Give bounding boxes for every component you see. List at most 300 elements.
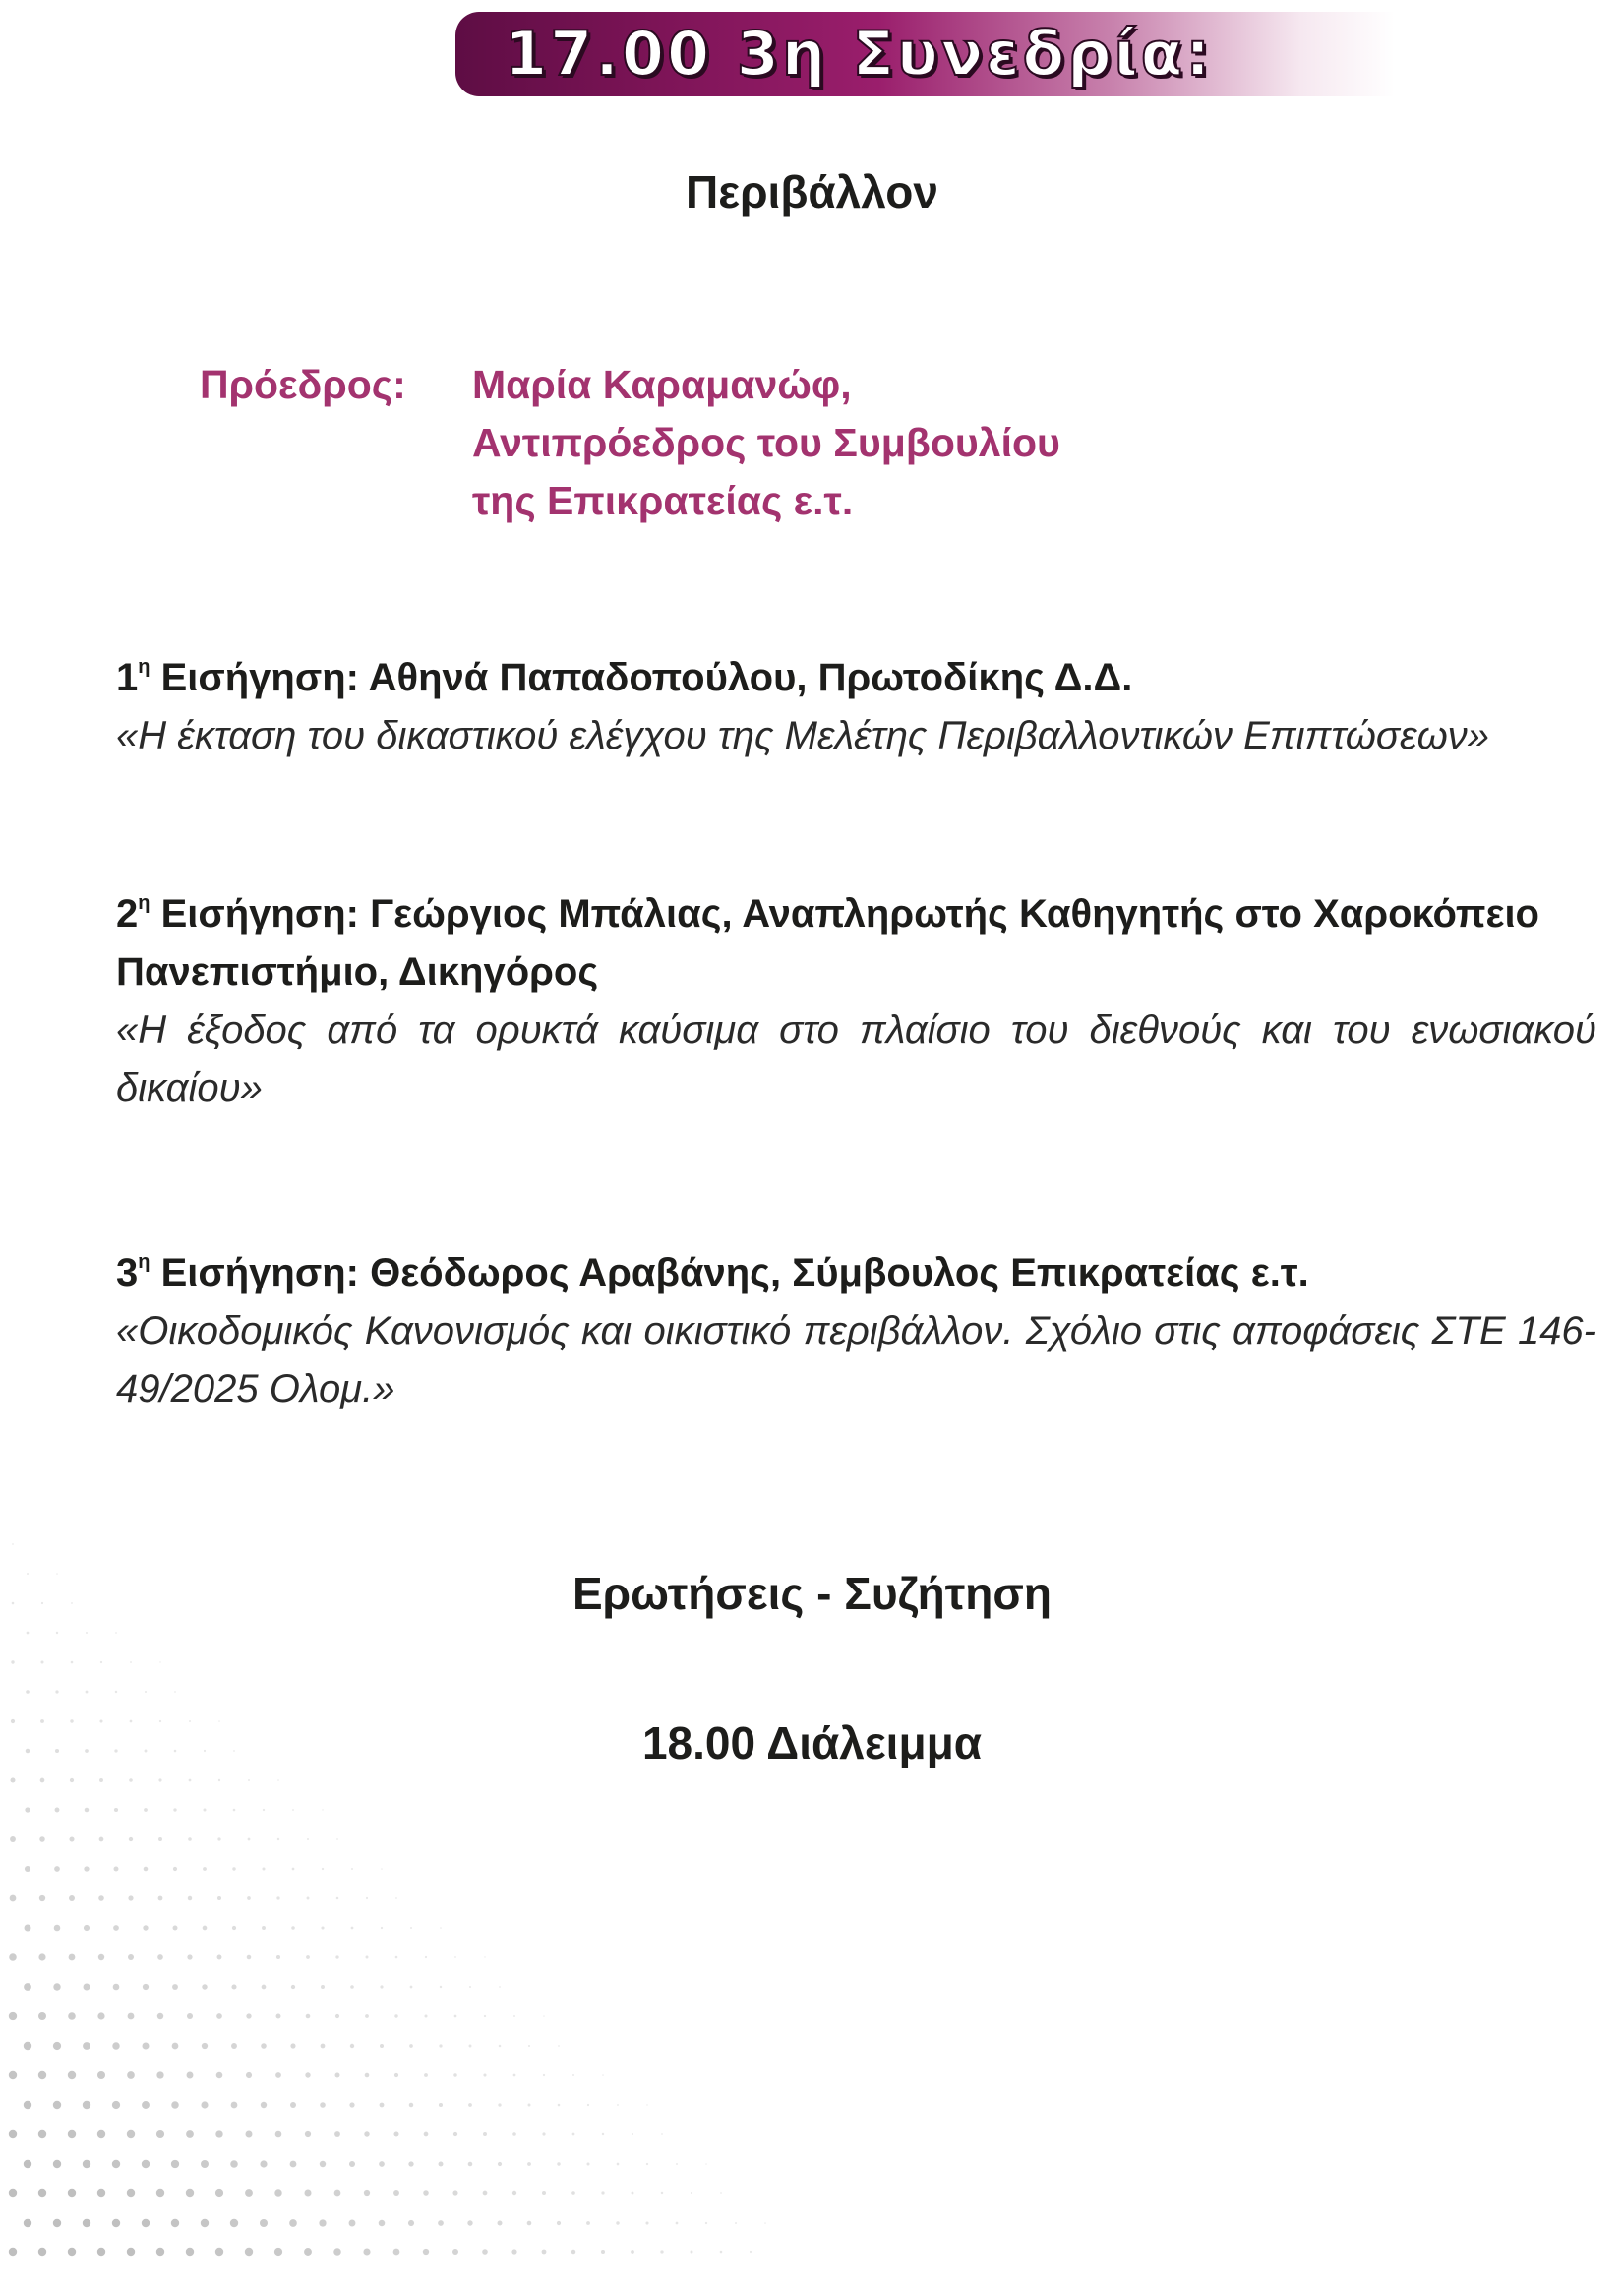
decorative-dot — [172, 1984, 178, 1990]
decorative-dot — [10, 1836, 16, 1842]
decorative-dot — [262, 1926, 266, 1930]
decorative-dot — [440, 1927, 442, 1929]
decorative-dot — [290, 2161, 297, 2168]
talk-1-number: 1 — [116, 656, 139, 699]
decorative-dot — [350, 1985, 354, 1989]
decorative-dot — [499, 2045, 502, 2048]
decorative-dot — [142, 2101, 150, 2109]
decorative-dot — [40, 1778, 45, 1783]
decorative-dot — [482, 2249, 488, 2255]
decorative-dot — [173, 1808, 176, 1811]
decorative-dot — [144, 1867, 149, 1872]
decorative-dot — [260, 2219, 268, 2227]
decorative-dot — [513, 2015, 515, 2017]
decorative-dot — [53, 2101, 61, 2109]
talk-2-title: «Η έξοδος από τα ορυκτά καύσιμα στο πλαίσιο του διεθνούς και του ενωσιακού δικαίου» — [116, 1008, 1596, 1109]
decorative-dot — [292, 1809, 294, 1811]
decorative-dot — [306, 1955, 310, 1959]
decorative-dot — [217, 1896, 221, 1900]
decorative-dot — [321, 1985, 325, 1989]
session-banner-title: 17.00 3η Συνεδρία: — [505, 18, 1214, 90]
decorative-dot — [632, 2133, 633, 2135]
talk-1-title: «Η έκταση του δικαστικού ελέγχου της Μελέτης Περιβαλλοντικών Επιπτώσεων» — [116, 714, 1489, 757]
decorative-dot — [68, 2189, 76, 2197]
decorative-dot — [171, 2219, 179, 2227]
talk-3-ordinal-suffix: η — [138, 1251, 150, 1273]
decorative-dot — [231, 2043, 237, 2049]
decorative-dot — [53, 2219, 61, 2227]
decorative-dot — [512, 2191, 516, 2195]
decorative-dot — [646, 2104, 647, 2105]
decorative-dot — [201, 2219, 209, 2227]
chair-position-line-2: της Επικρατείας ε.τ. — [472, 478, 854, 523]
decorative-dot — [661, 2192, 663, 2194]
decorative-dot — [274, 2189, 281, 2196]
decorative-dot — [277, 1838, 279, 1840]
decorative-dot — [172, 1925, 177, 1930]
decorative-dot — [69, 1954, 76, 1961]
decorative-dot — [425, 1956, 427, 1958]
talk-3-title: «Οικοδομικός Κανονισμός και οικιστικό περιβάλλον. Σχόλιο στις αποφάσεις ΣΤΕ 146-49/2025 Ολομ.» — [116, 1309, 1596, 1410]
decorative-dot — [173, 1867, 177, 1871]
decorative-dot — [39, 1836, 45, 1842]
decorative-dot — [231, 2102, 238, 2109]
decorative-dot — [424, 2014, 427, 2017]
decorative-dot — [467, 2220, 472, 2225]
decorative-dot — [335, 2014, 339, 2018]
decorative-dot — [454, 1956, 456, 1958]
chair-label: Πρόεδρος: — [200, 362, 406, 407]
talk-1-speaker-text: Εισήγηση: Αθηνά Παπαδοπούλου, Πρωτοδίκης Δ.Δ. — [150, 656, 1133, 699]
decorative-dot — [631, 2250, 634, 2254]
decorative-dot — [542, 2250, 547, 2255]
decorative-dot — [483, 2132, 487, 2136]
decorative-dot — [247, 1896, 251, 1900]
decorative-dot — [379, 2220, 386, 2227]
decorative-dot — [69, 1895, 75, 1901]
decorative-dot — [365, 2073, 370, 2078]
decorative-dot — [660, 2250, 663, 2253]
decorative-dot — [156, 2130, 164, 2138]
decorative-dot — [528, 2045, 530, 2047]
decorative-dot — [586, 2162, 589, 2165]
decorative-dot — [71, 1661, 74, 1664]
decorative-dot — [469, 2045, 472, 2048]
decorative-dot — [24, 2219, 31, 2227]
session-banner — [455, 12, 1395, 96]
decorative-dot — [56, 1632, 58, 1634]
decorative-dot — [26, 1690, 30, 1694]
decorative-dot — [333, 2248, 341, 2256]
decorative-dot — [498, 2221, 503, 2226]
decorative-dot — [142, 2219, 150, 2227]
decorative-dot — [395, 1956, 398, 1959]
talk-3-number: 3 — [116, 1251, 139, 1294]
decorative-dot — [632, 2192, 634, 2195]
decorative-dot — [24, 1983, 31, 1991]
talk-2-speaker-text: Εισήγηση: Γεώργιος Μπάλιας, Αναπληρωτής Καθηγητής στο Χαροκόπειο — [150, 892, 1539, 935]
talk-3-speaker — [116, 1244, 1596, 1302]
decorative-dot — [156, 2248, 164, 2256]
decorative-dot — [351, 1868, 353, 1870]
decorative-dot — [83, 2101, 90, 2109]
decorative-dot — [528, 2104, 531, 2107]
decorative-dot — [601, 2250, 605, 2254]
decorative-dot — [439, 2162, 444, 2167]
decorative-dot — [275, 2131, 282, 2138]
talk-2-speaker — [116, 885, 1596, 943]
decorative-dot — [511, 2249, 516, 2254]
decorative-dot — [245, 2248, 253, 2256]
decorative-dot — [424, 2132, 429, 2137]
decorative-dot — [410, 1927, 412, 1929]
decorative-dot — [11, 1660, 14, 1663]
decorative-dot — [676, 2163, 678, 2165]
decorative-dot — [38, 2248, 46, 2256]
decorative-dot — [55, 1808, 60, 1813]
decorative-dot — [365, 2014, 369, 2018]
decorative-dot — [156, 2071, 163, 2078]
decorative-dot — [468, 2103, 472, 2107]
decorative-dot — [468, 2162, 473, 2167]
decorative-dot — [24, 2160, 31, 2168]
decorative-dot — [114, 1808, 118, 1812]
decorative-dot — [393, 2131, 398, 2136]
decorative-dot — [144, 1808, 148, 1812]
decorative-dot — [410, 1986, 413, 1989]
decorative-dot — [484, 2015, 486, 2017]
decorative-dot — [54, 1866, 60, 1872]
decorative-dot — [113, 1925, 119, 1931]
decorative-dot — [499, 1986, 501, 1988]
decorative-dot — [25, 1925, 31, 1932]
decorative-dot — [230, 2160, 238, 2168]
decorative-dot — [321, 1926, 324, 1929]
decorative-dot — [188, 1837, 192, 1841]
decorative-dot — [336, 1897, 339, 1900]
decorative-dot — [705, 2163, 707, 2165]
decorative-dot — [186, 2189, 194, 2197]
decorative-dot — [27, 1632, 30, 1635]
decorative-dot — [363, 2248, 370, 2255]
decorative-dot — [113, 1984, 120, 1991]
decorative-dot — [262, 1867, 265, 1870]
decorative-dot — [98, 1895, 104, 1901]
decorative-dot — [25, 1807, 30, 1812]
decorative-dot — [112, 2101, 120, 2109]
decorative-dot — [156, 2189, 164, 2197]
decorative-dot — [54, 1925, 61, 1932]
decorative-dot — [145, 1691, 147, 1693]
decorative-dot — [142, 2042, 149, 2049]
decorative-dot — [218, 1779, 220, 1781]
decorative-dot — [171, 2160, 179, 2168]
decorative-dot — [246, 2072, 252, 2078]
decorative-dot — [380, 1985, 383, 1988]
decorative-dot — [527, 2221, 532, 2226]
decorative-dot — [233, 1809, 236, 1812]
decorative-dot — [158, 1778, 161, 1781]
decorative-dot — [159, 1661, 160, 1662]
decorative-dot — [112, 2160, 120, 2168]
decorative-dot — [691, 2251, 693, 2254]
decorative-dot — [513, 2074, 516, 2077]
decorative-dot — [452, 2249, 458, 2255]
decorative-dot — [720, 2192, 722, 2194]
decorative-dot-pattern — [0, 1534, 767, 2277]
decorative-dot — [187, 2072, 194, 2079]
decorative-dot — [602, 2133, 604, 2135]
decorative-dot — [304, 2189, 311, 2196]
decorative-dot — [115, 1632, 117, 1634]
decorative-dot — [393, 2249, 400, 2256]
decorative-dot — [99, 1837, 104, 1842]
decorative-dot — [394, 2014, 397, 2017]
decorative-dot — [186, 2130, 194, 2138]
decorative-dot — [542, 2191, 546, 2195]
decorative-dot — [53, 2042, 61, 2050]
decorative-dot — [24, 2101, 31, 2109]
decorative-dot — [319, 2219, 326, 2226]
decorative-dot — [130, 1661, 132, 1663]
decorative-dot — [10, 1777, 15, 1782]
decorative-dot — [291, 1926, 295, 1930]
decorative-dot — [263, 1809, 265, 1811]
decorative-dot — [601, 2191, 604, 2194]
decorative-dot — [307, 1897, 310, 1900]
decorative-dot — [364, 2190, 370, 2196]
decorative-dot — [261, 2102, 267, 2108]
decorative-dot — [203, 1926, 208, 1931]
decorative-dot — [12, 1543, 14, 1545]
decorative-dot — [543, 2015, 545, 2017]
decorative-dot — [483, 2073, 486, 2076]
decorative-dot — [86, 1691, 89, 1694]
decorative-dot — [527, 2162, 531, 2166]
decorative-dot — [572, 2074, 574, 2076]
decorative-dot — [262, 1985, 267, 1990]
chair-position-line-1: Αντιπρόεδρος του Συμβουλίου — [472, 420, 1060, 465]
decorative-dot — [393, 2190, 399, 2196]
decorative-dot — [336, 1838, 338, 1840]
decorative-dot — [245, 2189, 253, 2197]
decorative-dot — [187, 2013, 193, 2019]
decorative-dot — [764, 2222, 766, 2224]
decorative-dot — [157, 1954, 163, 1960]
decorative-dot — [53, 1983, 60, 1990]
decorative-dot — [571, 2191, 575, 2195]
decorative-dot — [83, 2042, 90, 2050]
decorative-dot — [127, 2248, 135, 2256]
decorative-dot — [334, 2190, 341, 2197]
decorative-dot — [143, 1925, 148, 1930]
decorative-dot — [248, 1779, 250, 1781]
break-heading: 18.00 Διάλειμμα — [641, 1717, 983, 1768]
decorative-dot — [246, 2013, 251, 2018]
decorative-dot — [439, 2103, 443, 2107]
decorative-dot — [381, 1927, 383, 1929]
decorative-dot — [9, 2248, 17, 2256]
decorative-dot — [114, 1867, 119, 1872]
decorative-dot — [290, 2102, 296, 2108]
decorative-dot — [84, 1984, 90, 1991]
decorative-dot — [335, 2073, 340, 2078]
decorative-dot — [86, 1632, 88, 1634]
decorative-dot — [691, 2192, 692, 2194]
decorative-dot — [587, 2104, 589, 2106]
decorative-dot — [232, 1926, 236, 1930]
decorative-dot — [68, 2012, 76, 2020]
decorative-dot — [276, 1896, 279, 1899]
decorative-dot — [274, 2248, 282, 2256]
decorative-dot — [571, 2250, 575, 2254]
decorative-dot — [542, 2132, 545, 2135]
decorative-dot — [366, 1956, 369, 1959]
decorative-dot — [202, 2043, 208, 2049]
decorative-dot — [97, 2130, 105, 2138]
decorative-dot — [248, 1838, 251, 1841]
decorative-dot — [97, 2012, 104, 2019]
decorative-dot — [115, 1691, 117, 1693]
decorative-dot — [260, 2160, 267, 2167]
decorative-dot — [380, 2044, 384, 2048]
decorative-dot — [83, 2160, 90, 2168]
decorative-dot — [83, 2219, 90, 2227]
decorative-dot — [142, 2160, 150, 2168]
decorative-dot — [9, 2130, 17, 2138]
decorative-dot — [440, 1986, 442, 1988]
decorative-dot — [469, 1986, 471, 1988]
decorative-dot — [498, 2162, 502, 2166]
decorative-dot — [602, 2074, 604, 2076]
decorative-dot — [215, 2189, 223, 2197]
decorative-dot — [25, 1866, 30, 1872]
decorative-dot — [484, 1956, 485, 1957]
decorative-dot — [100, 1661, 102, 1663]
decorative-dot — [394, 2073, 398, 2077]
decorative-dot — [292, 1868, 295, 1871]
decorative-dot — [276, 1955, 280, 1959]
decorative-dot — [307, 1838, 309, 1840]
decorative-dot — [617, 2104, 619, 2106]
decorative-dot — [55, 1690, 58, 1693]
decorative-dot — [705, 2222, 707, 2224]
decorative-dot — [217, 1837, 220, 1840]
decorative-dot — [646, 2163, 648, 2165]
decorative-dot — [735, 2222, 737, 2224]
decorative-dot — [38, 1953, 45, 1960]
decorative-dot — [408, 2220, 414, 2226]
decorative-dot — [174, 1691, 176, 1693]
decorative-dot — [408, 2161, 413, 2166]
decorative-dot — [305, 2072, 310, 2077]
decorative-dot — [38, 2189, 46, 2197]
decorative-dot — [97, 2189, 105, 2197]
decorative-dot — [129, 1837, 133, 1841]
decorative-dot — [558, 2045, 560, 2047]
decorative-dot — [616, 2221, 619, 2224]
decorative-dot — [38, 2071, 46, 2079]
decorative-dot — [349, 2220, 356, 2227]
decorative-dot — [127, 2071, 135, 2079]
decorative-dot — [438, 2220, 444, 2226]
decorative-dot — [322, 1809, 323, 1810]
decorative-dot — [366, 1897, 368, 1899]
decorative-dot — [558, 2104, 561, 2107]
decorative-dot — [276, 2014, 281, 2019]
decorative-dot — [230, 2219, 238, 2227]
talk-3-speaker-text: Εισήγηση: Θεόδωρος Αραβάνης, Σύμβουλος Επικρατείας ε.τ. — [150, 1251, 1309, 1294]
decorative-dot — [676, 2222, 679, 2225]
decorative-dot — [84, 1925, 90, 1931]
decorative-dot — [349, 2102, 354, 2107]
talk-2-number: 2 — [116, 892, 139, 935]
decorative-dot — [750, 2251, 752, 2253]
decorative-dot — [68, 2071, 76, 2079]
decorative-dot — [128, 2013, 135, 2020]
decorative-dot — [188, 1896, 192, 1900]
decorative-dot — [304, 2248, 312, 2256]
decorative-dot — [9, 1953, 17, 1961]
decorative-dot — [246, 2131, 253, 2138]
decorative-dot — [275, 2072, 281, 2078]
decorative-dot — [38, 2130, 46, 2138]
decorative-dot — [215, 2248, 223, 2256]
decorative-dot — [720, 2251, 723, 2254]
decorative-dot — [335, 1955, 338, 1958]
talk-2-speaker-continued: Πανεπιστήμιο, Δικηγόρος — [116, 950, 599, 993]
decorative-dot — [187, 1954, 192, 1959]
decorative-dot — [232, 1867, 235, 1870]
decorative-dot — [290, 2043, 295, 2048]
decorative-dot — [452, 2190, 457, 2195]
decorative-dot — [364, 2131, 369, 2136]
decorative-dot — [543, 2074, 545, 2076]
decorative-dot — [24, 2042, 31, 2050]
decorative-dot — [216, 2072, 223, 2079]
decorative-dot — [38, 2012, 46, 2020]
decorative-dot — [39, 1895, 45, 1901]
decorative-dot — [322, 1868, 324, 1870]
decorative-dot — [349, 2161, 355, 2167]
decorative-dot — [97, 2071, 105, 2079]
decorative-dot — [53, 2160, 61, 2168]
chair-details — [472, 356, 1060, 530]
decorative-dot — [85, 1808, 90, 1813]
decorative-dot — [189, 1779, 192, 1782]
decorative-dot — [661, 2133, 663, 2135]
chair-name: Μαρία Καραμανώφ, — [472, 362, 852, 407]
decorative-dot — [172, 2043, 179, 2050]
decorative-dot — [171, 2101, 179, 2109]
decorative-dot — [381, 1868, 383, 1870]
decorative-dot — [186, 2248, 194, 2256]
decorative-dot — [557, 2162, 560, 2165]
decorative-dot — [112, 2219, 120, 2227]
talk-2 — [116, 885, 1596, 1117]
decorative-dot — [291, 1985, 295, 1989]
talk-1-ordinal-suffix: η — [138, 656, 150, 678]
decorative-dot — [305, 2131, 311, 2137]
decorative-dot — [617, 2163, 620, 2166]
decorative-dot — [68, 2248, 76, 2256]
decorative-dot — [409, 2103, 413, 2107]
decorative-dot — [454, 2015, 457, 2018]
decorative-dot — [350, 2044, 354, 2048]
talk-2-ordinal-suffix: η — [138, 892, 150, 914]
decorative-dot — [586, 2221, 590, 2225]
decorative-dot — [129, 1778, 133, 1782]
